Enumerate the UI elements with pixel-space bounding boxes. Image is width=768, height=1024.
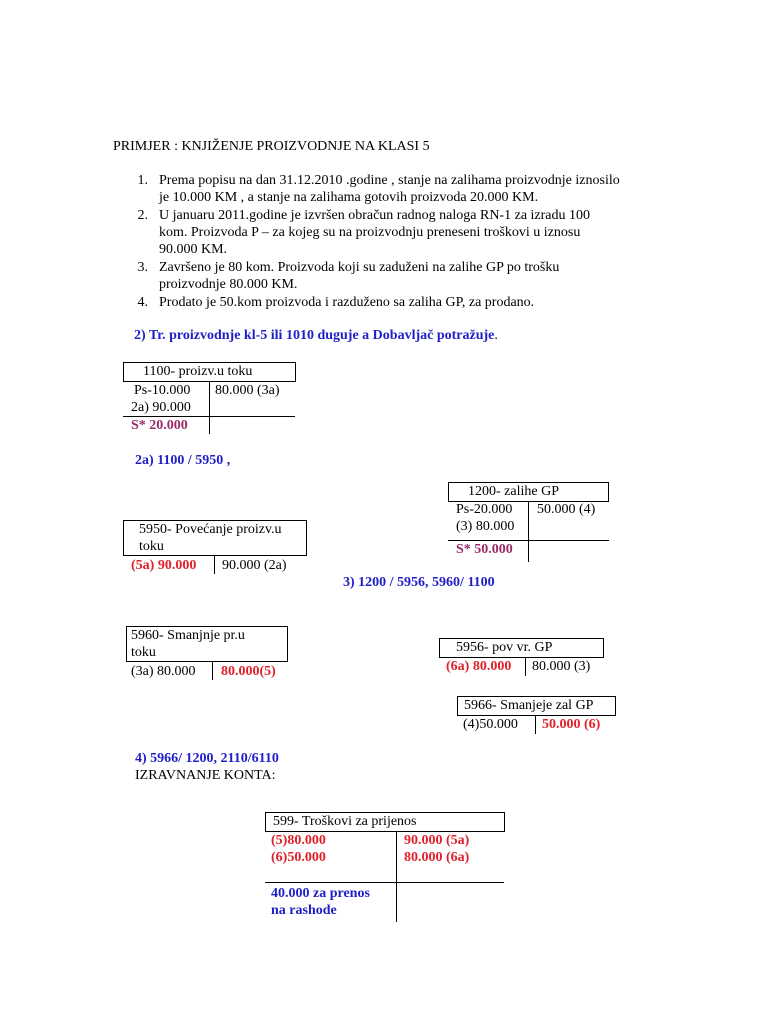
izravnanje-heading: IZRAVNANJE KONTA: xyxy=(135,768,276,783)
list-item-line: Prodato je 50.kom proizvoda i razduženo sa zaliha GP, za prodano. xyxy=(159,295,535,310)
entry-2a: 2a) 1100 / 5950 , xyxy=(135,453,231,468)
account-title: toku xyxy=(139,539,164,554)
account-title: 5966- Smanjeje zal GP xyxy=(464,698,594,713)
credit-entry: 80.000 (3a) xyxy=(215,383,280,398)
section-heading-2: 2) Tr. proizvodnje kl-5 ili 1010 duguje a Dobavljač potražuje. xyxy=(134,328,498,343)
credit-entry: 50.000 (6) xyxy=(542,717,601,732)
credit-entry: 90.000 (5a) xyxy=(404,833,470,848)
list-number: 1. xyxy=(137,173,148,188)
saldo: 40.000 za prenos xyxy=(271,886,370,901)
credit-entry: 50.000 (4) xyxy=(537,502,596,517)
credit-entry: 80.000 (3) xyxy=(532,659,591,674)
debit-entry: (6)50.000 xyxy=(271,850,326,865)
account-title: 1100- proizv.u toku xyxy=(143,364,253,379)
list-item-line: je 10.000 KM , a stanje na zalihama gotovih proizvoda 20.000 KM. xyxy=(159,190,539,205)
list-item-line: kom. Proizvoda P – za kojeg su na proizvodnju preneseni troškovi u iznosu xyxy=(159,225,581,240)
saldo: na rashode xyxy=(271,903,337,918)
account-title: 5960- Smanjnje pr.u xyxy=(131,628,245,643)
credit-entry: 90.000 (2a) xyxy=(222,558,287,573)
debit-entry: (6a) 80.000 xyxy=(446,659,512,674)
debit-entry: (3a) 80.000 xyxy=(131,664,196,679)
account-title: toku xyxy=(131,645,156,660)
list-number: 4. xyxy=(137,295,148,310)
list-item-line: Prema popisu na dan 31.12.2010 .godine , stanje na zalihama proizvodnje iznosilo xyxy=(159,173,620,188)
entry-3: 3) 1200 / 5956, 5960/ 1100 xyxy=(343,575,495,590)
list-item-line: Završeno je 80 kom. Proizvoda koji su zaduženi na zalihe GP po trošku xyxy=(159,260,560,275)
page-title: PRIMJER : KNJIŽENJE PROIZVODNJE NA KLASI 5 xyxy=(113,139,430,154)
account-title: 5950- Povećanje proizv.u xyxy=(139,522,282,537)
debit-entry: (5)80.000 xyxy=(271,833,326,848)
credit-entry: 80.000 (6a) xyxy=(404,850,470,865)
debit-entry: 2a) 90.000 xyxy=(131,400,191,415)
credit-entry: 80.000(5) xyxy=(221,664,276,679)
debit-entry: (4)50.000 xyxy=(463,717,518,732)
list-number: 2. xyxy=(137,208,148,223)
entry-4: 4) 5966/ 1200, 2110/6110 xyxy=(135,751,279,766)
list-item-line: proizvodnje 80.000 KM. xyxy=(159,277,298,292)
account-title: 1200- zalihe GP xyxy=(468,484,559,499)
account-title: 5956- pov vr. GP xyxy=(456,640,553,655)
debit-entry: (3) 80.000 xyxy=(456,519,515,534)
debit-entry: Ps-20.000 xyxy=(456,502,513,517)
list-number: 3. xyxy=(137,260,148,275)
saldo: S* 20.000 xyxy=(131,418,188,433)
list-item-line: U januaru 2011.godine je izvršen obračun radnog naloga RN-1 za izradu 100 xyxy=(159,208,591,223)
account-title: 599- Troškovi za prijenos xyxy=(273,814,417,829)
saldo: S* 50.000 xyxy=(456,542,513,557)
debit-entry: (5a) 90.000 xyxy=(131,558,197,573)
debit-entry: Ps-10.000 xyxy=(134,383,191,398)
list-item-line: 90.000 KM. xyxy=(159,242,228,257)
